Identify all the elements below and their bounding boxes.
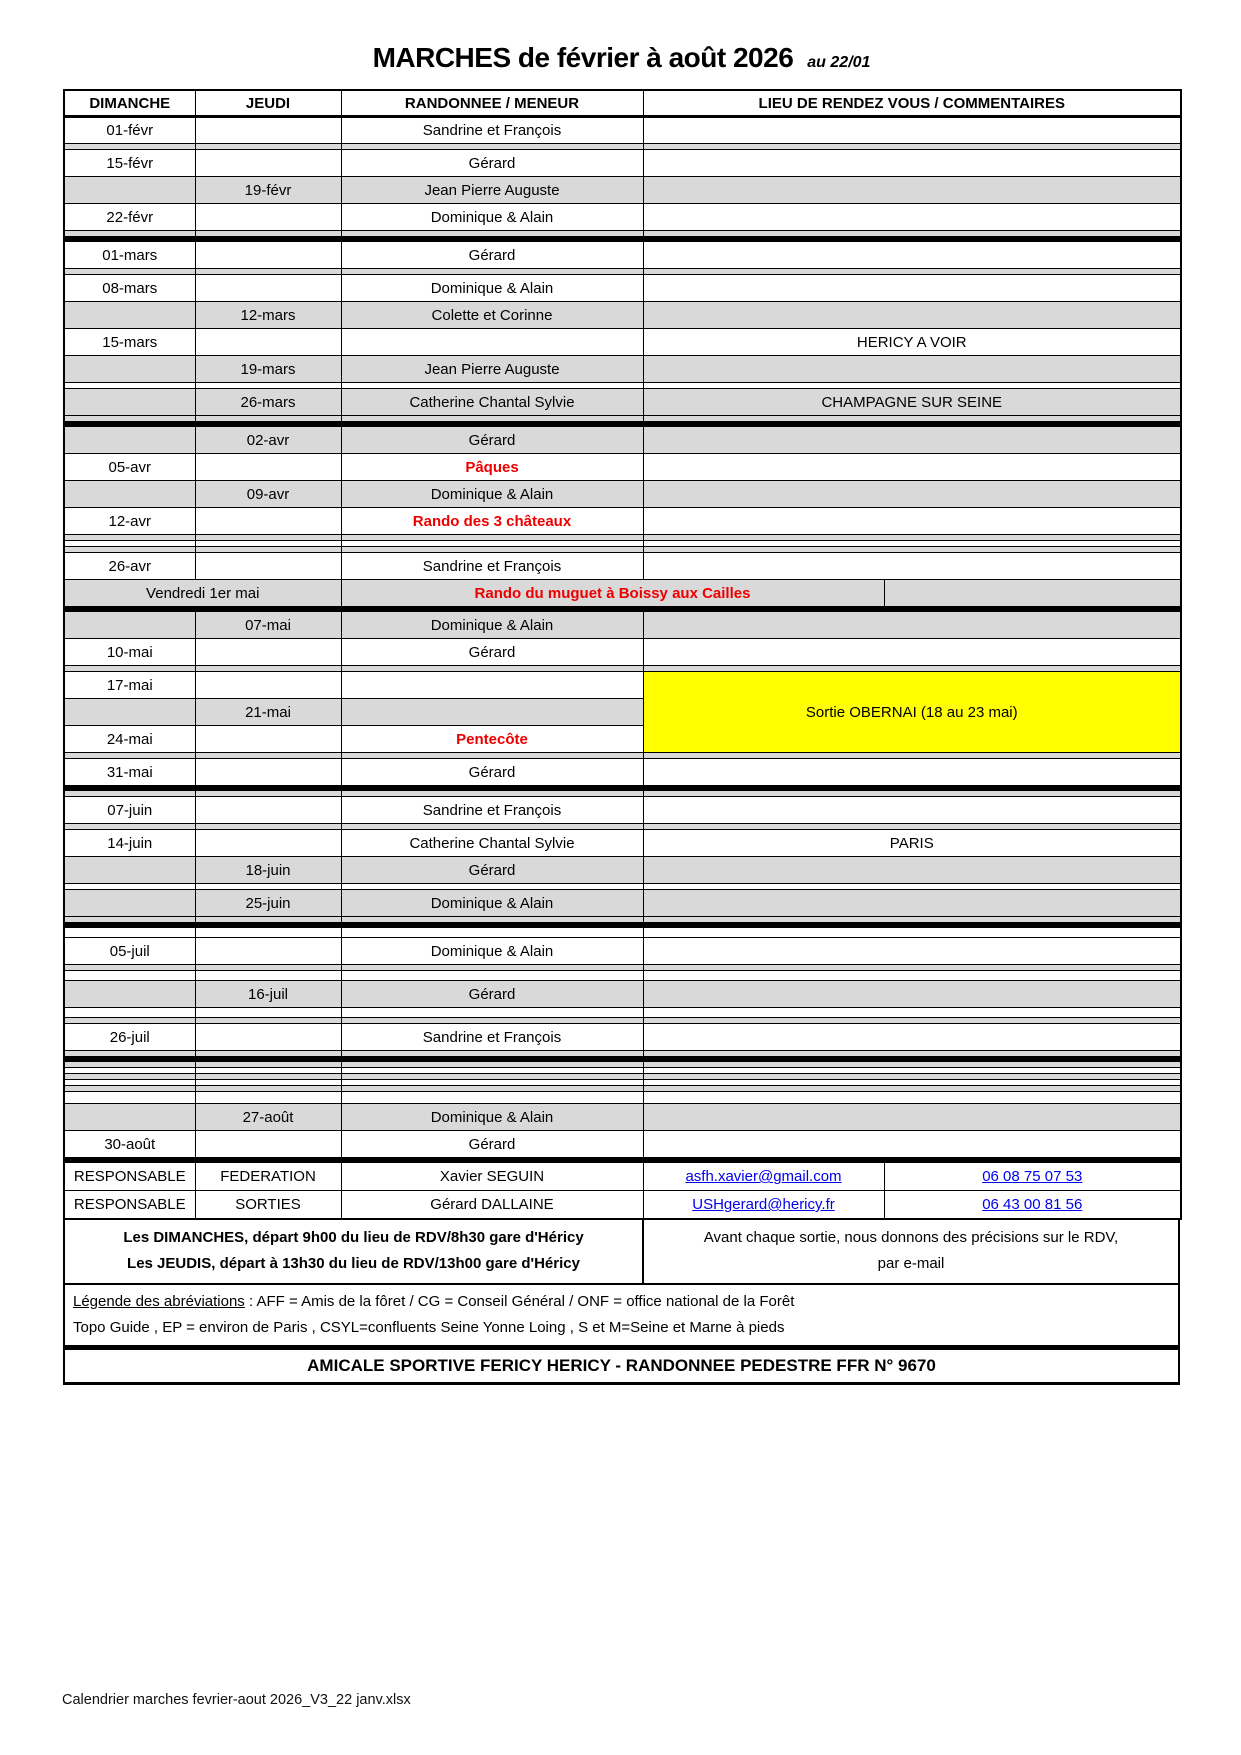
cell-dimanche: 14-juin — [64, 830, 195, 857]
cell-meneur: Rando des 3 châteaux — [341, 508, 643, 535]
cell-jeudi: 07-mai — [195, 612, 341, 639]
cell-meneur: Gérard — [341, 981, 643, 1008]
cell-meneur: Dominique & Alain — [341, 275, 643, 302]
spacer-cell — [341, 1092, 643, 1104]
rdv-note-line1: Avant chaque sortie, nous donnons des précisions sur le RDV, — [703, 1229, 1119, 1246]
header-lieu-commentaires: LIEU DE RENDEZ VOUS / COMMENTAIRES — [643, 90, 1181, 117]
cell-vendredi-date: Vendredi 1er mai — [64, 580, 341, 607]
cell-dimanche — [64, 302, 195, 329]
cell-responsable-label: RESPONSABLE — [64, 1163, 195, 1191]
cell-meneur: Sandrine et François — [341, 553, 643, 580]
cell-lieu — [643, 1024, 1181, 1051]
spacer-cell — [341, 928, 643, 938]
table-row — [64, 117, 1181, 144]
cell-lieu — [643, 356, 1181, 383]
cell-meneur: Gérard — [341, 242, 643, 269]
table-row — [64, 890, 1181, 917]
table-row — [64, 639, 1181, 666]
cell-jeudi — [195, 639, 341, 666]
cell-lieu — [643, 177, 1181, 204]
cell-lieu — [643, 1131, 1181, 1158]
cell-meneur: Sandrine et François — [341, 797, 643, 824]
cell-dimanche: 17-mai — [64, 672, 195, 699]
cell-dimanche: 22-févr — [64, 204, 195, 231]
cell-jeudi — [195, 150, 341, 177]
cell-meneur — [341, 329, 643, 356]
cell-lieu — [643, 1104, 1181, 1131]
cell-lieu — [643, 117, 1181, 144]
table-row — [64, 356, 1181, 383]
cell-dimanche — [64, 177, 195, 204]
rdv-note-line2: par e-mail — [877, 1255, 945, 1273]
cell-dimanche: 24-mai — [64, 726, 195, 753]
cell-dimanche — [64, 1104, 195, 1131]
cell-meneur: Jean Pierre Auguste — [341, 177, 643, 204]
table-row — [64, 797, 1181, 824]
cell-meneur: Jean Pierre Auguste — [341, 356, 643, 383]
cell-meneur: Catherine Chantal Sylvie — [341, 389, 643, 416]
cell-lieu — [643, 857, 1181, 884]
dimanche-departure-note: Les DIMANCHES, départ 9h00 du lieu de RDV/8h30 gare d'Héricy — [123, 1229, 584, 1246]
table-row — [64, 857, 1181, 884]
spacer-cell — [64, 1092, 195, 1104]
table-row — [64, 329, 1181, 356]
spacer-cell — [195, 971, 341, 981]
cell-jeudi — [195, 1131, 341, 1158]
spacer-row — [64, 971, 1181, 981]
spacer-cell — [341, 971, 643, 981]
spacer-row — [64, 928, 1181, 938]
spacer-row — [64, 1092, 1181, 1104]
cell-lieu — [643, 275, 1181, 302]
responsable-row — [64, 1163, 1181, 1191]
legend-line1-rest: : AFF = Amis de la fôret / CG = Conseil Général / ONF = office national de la Forêt — [244, 1292, 795, 1310]
spacer-cell — [643, 1092, 1181, 1104]
cell-jeudi — [195, 726, 341, 753]
cell-dimanche: 01-mars — [64, 242, 195, 269]
cell-lieu — [643, 481, 1181, 508]
cell-dimanche: 15-févr — [64, 150, 195, 177]
cell-jeudi: 09-avr — [195, 481, 341, 508]
table-row — [64, 759, 1181, 786]
cell-dimanche: 01-févr — [64, 117, 195, 144]
cell-meneur: Sandrine et François — [341, 117, 643, 144]
table-row — [64, 508, 1181, 535]
cell-meneur: Dominique & Alain — [341, 481, 643, 508]
cell-lieu: HERICY A VOIR — [643, 329, 1181, 356]
cell-jeudi: 21-mai — [195, 699, 341, 726]
cell-dimanche — [64, 981, 195, 1008]
cell-person-name: Xavier SEGUIN — [341, 1163, 643, 1191]
table-row — [64, 1104, 1181, 1131]
cell-jeudi — [195, 329, 341, 356]
header-dimanche: DIMANCHE — [64, 90, 195, 117]
cell-lieu — [643, 427, 1181, 454]
table-row — [64, 553, 1181, 580]
cell-person-name: Gérard DALLAINE — [341, 1191, 643, 1220]
cell-dimanche — [64, 857, 195, 884]
cell-meneur: Gérard — [341, 427, 643, 454]
cell-lieu — [643, 639, 1181, 666]
cell-jeudi: 27-août — [195, 1104, 341, 1131]
cell-meneur: Dominique & Alain — [341, 612, 643, 639]
cell-dimanche — [64, 389, 195, 416]
departure-notes — [63, 1220, 1180, 1285]
header-randonnee-meneur: RANDONNEE / MENEUR — [341, 90, 643, 117]
cell-lieu — [643, 204, 1181, 231]
table-row — [64, 981, 1181, 1008]
table-row — [64, 481, 1181, 508]
spacer-cell — [195, 1092, 341, 1104]
table-row — [64, 389, 1181, 416]
table-row — [64, 242, 1181, 269]
cell-jeudi — [195, 797, 341, 824]
cell-jeudi — [195, 1024, 341, 1051]
cell-sortie-obernai: Sortie OBERNAI (18 au 23 mai) — [643, 672, 1181, 753]
cell-lieu — [643, 612, 1181, 639]
spacer-cell — [64, 971, 195, 981]
cell-lieu — [643, 553, 1181, 580]
table-row — [64, 672, 1181, 699]
abbreviations-legend — [63, 1285, 1180, 1351]
cell-meneur: Gérard — [341, 639, 643, 666]
page-title — [63, 42, 1180, 74]
cell-lieu — [643, 938, 1181, 965]
table-row — [64, 1131, 1181, 1158]
cell-phone — [884, 1163, 1181, 1191]
email-link[interactable]: USHgerard@hericy.fr — [692, 1196, 835, 1213]
table-row-vendredi-1er-mai — [64, 580, 1181, 607]
file-name: Calendrier marches fevrier-aout 2026_V3_22 janv.xlsx — [62, 1692, 411, 1708]
cell-dimanche: 07-juin — [64, 797, 195, 824]
cell-jeudi — [195, 672, 341, 699]
spacer-cell — [64, 1008, 195, 1018]
cell-lieu — [643, 242, 1181, 269]
table-row — [64, 830, 1181, 857]
phone-link[interactable]: 06 08 75 07 53 — [982, 1168, 1083, 1185]
cell-lieu — [643, 759, 1181, 786]
spacer-cell — [341, 1008, 643, 1018]
cell-meneur: Pâques — [341, 454, 643, 481]
cell-dimanche: 31-mai — [64, 759, 195, 786]
cell-dimanche — [64, 356, 195, 383]
title-text: MARCHES de février à août 2026 — [372, 42, 794, 73]
cell-dimanche — [64, 612, 195, 639]
cell-meneur: Colette et Corinne — [341, 302, 643, 329]
cell-dimanche — [64, 427, 195, 454]
table-row — [64, 150, 1181, 177]
cell-meneur: Pentecôte — [341, 726, 643, 753]
cell-rando-muguet: Rando du muguet à Boissy aux Cailles — [341, 580, 884, 607]
departure-times — [65, 1220, 644, 1283]
spacer-cell — [643, 1008, 1181, 1018]
cell-dimanche — [64, 890, 195, 917]
cell-meneur: Gérard — [341, 150, 643, 177]
cell-jeudi — [195, 759, 341, 786]
cell-dimanche — [64, 481, 195, 508]
cell-lieu — [643, 981, 1181, 1008]
cell-jeudi — [195, 508, 341, 535]
cell-role: SORTIES — [195, 1191, 341, 1220]
cell-dimanche — [64, 699, 195, 726]
club-banner: AMICALE SPORTIVE FERICY HERICY - RANDONNEE PEDESTRE FFR N° 9670 — [63, 1350, 1180, 1385]
table-row — [64, 1024, 1181, 1051]
title-date-note: au 22/01 — [807, 54, 871, 71]
rdv-precision-note — [644, 1220, 1178, 1283]
cell-jeudi — [195, 938, 341, 965]
table-row — [64, 275, 1181, 302]
cell-meneur: Sandrine et François — [341, 1024, 643, 1051]
calendar-table — [63, 89, 1182, 1220]
cell-jeudi: 02-avr — [195, 427, 341, 454]
cell-dimanche: 12-avr — [64, 508, 195, 535]
cell-dimanche: 05-juil — [64, 938, 195, 965]
table-row — [64, 427, 1181, 454]
cell-dimanche: 15-mars — [64, 329, 195, 356]
spacer-row — [64, 1008, 1181, 1018]
cell-email — [643, 1191, 884, 1220]
spacer-cell — [195, 1008, 341, 1018]
cell-jeudi: 25-juin — [195, 890, 341, 917]
responsable-row — [64, 1191, 1181, 1220]
cell-meneur: Catherine Chantal Sylvie — [341, 830, 643, 857]
cell-meneur: Dominique & Alain — [341, 1104, 643, 1131]
cell-jeudi — [195, 117, 341, 144]
cell-lieu: CHAMPAGNE SUR SEINE — [643, 389, 1181, 416]
cell-dimanche: 26-avr — [64, 553, 195, 580]
cell-phone — [884, 1191, 1181, 1220]
cell-lieu — [884, 580, 1181, 607]
cell-lieu — [643, 150, 1181, 177]
cell-jeudi: 18-juin — [195, 857, 341, 884]
cell-lieu: PARIS — [643, 830, 1181, 857]
jeudi-departure-note: Les JEUDIS, départ à 13h30 du lieu de RDV/13h00 gare d'Héricy — [127, 1255, 580, 1273]
cell-email — [643, 1163, 884, 1191]
spacer-cell — [643, 928, 1181, 938]
email-link[interactable]: asfh.xavier@gmail.com — [685, 1168, 842, 1185]
table-row — [64, 177, 1181, 204]
table-row — [64, 302, 1181, 329]
legend-line1 — [73, 1289, 1170, 1315]
cell-jeudi — [195, 275, 341, 302]
cell-jeudi — [195, 204, 341, 231]
cell-dimanche: 30-août — [64, 1131, 195, 1158]
legend-label: Légende des abréviations — [73, 1292, 245, 1310]
cell-jeudi — [195, 242, 341, 269]
cell-dimanche: 05-avr — [64, 454, 195, 481]
table-row — [64, 938, 1181, 965]
calendar-sheet — [63, 89, 1180, 1385]
cell-jeudi — [195, 553, 341, 580]
table-row — [64, 612, 1181, 639]
cell-responsable-label: RESPONSABLE — [64, 1191, 195, 1220]
cell-jeudi: 12-mars — [195, 302, 341, 329]
phone-link[interactable]: 06 43 00 81 56 — [982, 1196, 1083, 1213]
spacer-cell — [195, 928, 341, 938]
cell-dimanche: 26-juil — [64, 1024, 195, 1051]
cell-dimanche: 08-mars — [64, 275, 195, 302]
cell-jeudi — [195, 830, 341, 857]
header-row — [64, 90, 1181, 117]
cell-lieu — [643, 890, 1181, 917]
cell-meneur: Dominique & Alain — [341, 938, 643, 965]
cell-lieu — [643, 797, 1181, 824]
table-row — [64, 204, 1181, 231]
cell-meneur — [341, 699, 643, 726]
spacer-cell — [64, 928, 195, 938]
cell-meneur — [341, 672, 643, 699]
table-row — [64, 454, 1181, 481]
cell-meneur: Dominique & Alain — [341, 204, 643, 231]
header-jeudi: JEUDI — [195, 90, 341, 117]
cell-meneur: Dominique & Alain — [341, 890, 643, 917]
cell-jeudi: 16-juil — [195, 981, 341, 1008]
cell-jeudi — [195, 454, 341, 481]
legend-line2: Topo Guide , EP = environ de Paris , CSYL=confluents Seine Yonne Loing , S et M=Seine et Marne à pieds — [73, 1318, 785, 1336]
cell-lieu — [643, 302, 1181, 329]
cell-meneur: Gérard — [341, 1131, 643, 1158]
cell-jeudi: 19-mars — [195, 356, 341, 383]
cell-jeudi: 19-févr — [195, 177, 341, 204]
cell-role: FEDERATION — [195, 1163, 341, 1191]
cell-meneur: Gérard — [341, 759, 643, 786]
cell-lieu — [643, 454, 1181, 481]
cell-jeudi: 26-mars — [195, 389, 341, 416]
cell-meneur: Gérard — [341, 857, 643, 884]
spacer-cell — [643, 971, 1181, 981]
cell-lieu — [643, 508, 1181, 535]
cell-dimanche: 10-mai — [64, 639, 195, 666]
